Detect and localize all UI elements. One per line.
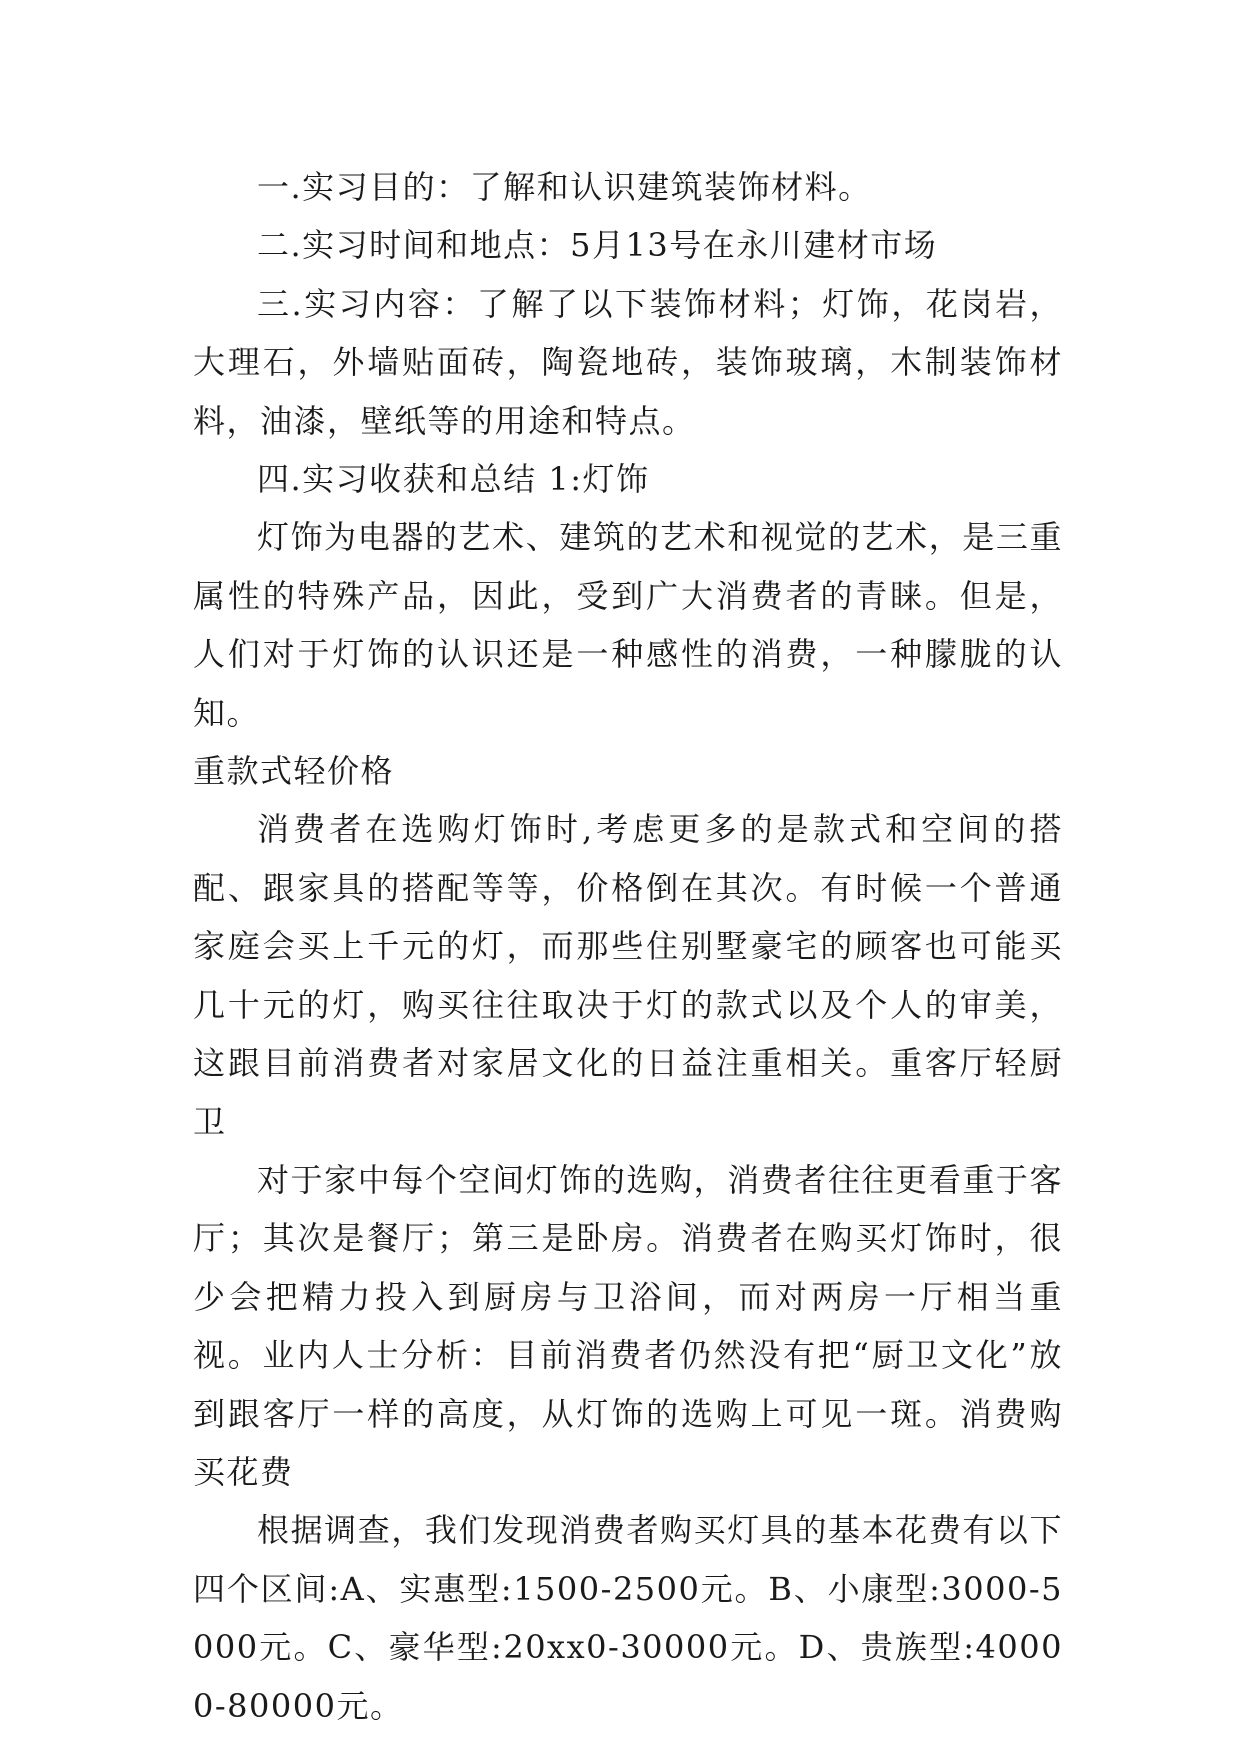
subheading-style-over-price: 重款式轻价格	[193, 752, 395, 791]
paragraph-summary-heading: 四.实习收获和总结 1:灯饰	[257, 460, 650, 499]
paragraph-lighting-intro: 灯饰为电器的艺术、建筑的艺术和视觉的艺术，是三重属性的特殊产品，因此，受到广大消费者的青睐。但是，人们对于灯饰的认识还是一种感性的消费，一种朦胧的认知。	[193, 518, 1063, 732]
paragraph-time-location: 二.实习时间和地点：5月13号在永川建材市场	[257, 226, 938, 265]
paragraph-spending-ranges: 根据调查，我们发现消费者购买灯具的基本花费有以下四个区间:A、实惠型:1500-2500元。B、小康型:3000-5000元。C、豪华型:20xx0-30000元。D、贵族型:40000-80000元。	[193, 1511, 1063, 1725]
paragraph-content: 三.实习内容：了解了以下装饰材料；灯饰，花岗岩，大理石，外墙贴面砖，陶瓷地砖，装饰玻璃，木制装饰材料，油漆，壁纸等的用途和特点。	[193, 284, 1063, 440]
paragraph-purpose: 一.实习目的：了解和认识建筑装饰材料。	[257, 168, 872, 206]
paragraph-consumer-style: 消费者在选购灯饰时,考虑更多的是款式和空间的搭配、跟家具的搭配等等，价格倒在其次。有时候一个普通家庭会买上千元的灯，而那些住别墅豪宅的顾客也可能买几十元的灯，购买往往取决于灯的款式以及个人的审美，这跟目前消费者对家居文化的日益注重相关。重客厅轻厨卫	[193, 810, 1063, 1141]
document-body	[193, 158, 1063, 1735]
paragraph-room-priority: 对于家中每个空间灯饰的选购，消费者往往更看重于客厅；其次是餐厅；第三是卧房。消费者在购买灯饰时，很少会把精力投入到厨房与卫浴间，而对两房一厅相当重视。业内人士分析：目前消费者仍然没有把“厨卫文化”放到跟客厅一样的高度，从灯饰的选购上可见一斑。消费购买花费	[193, 1160, 1063, 1491]
